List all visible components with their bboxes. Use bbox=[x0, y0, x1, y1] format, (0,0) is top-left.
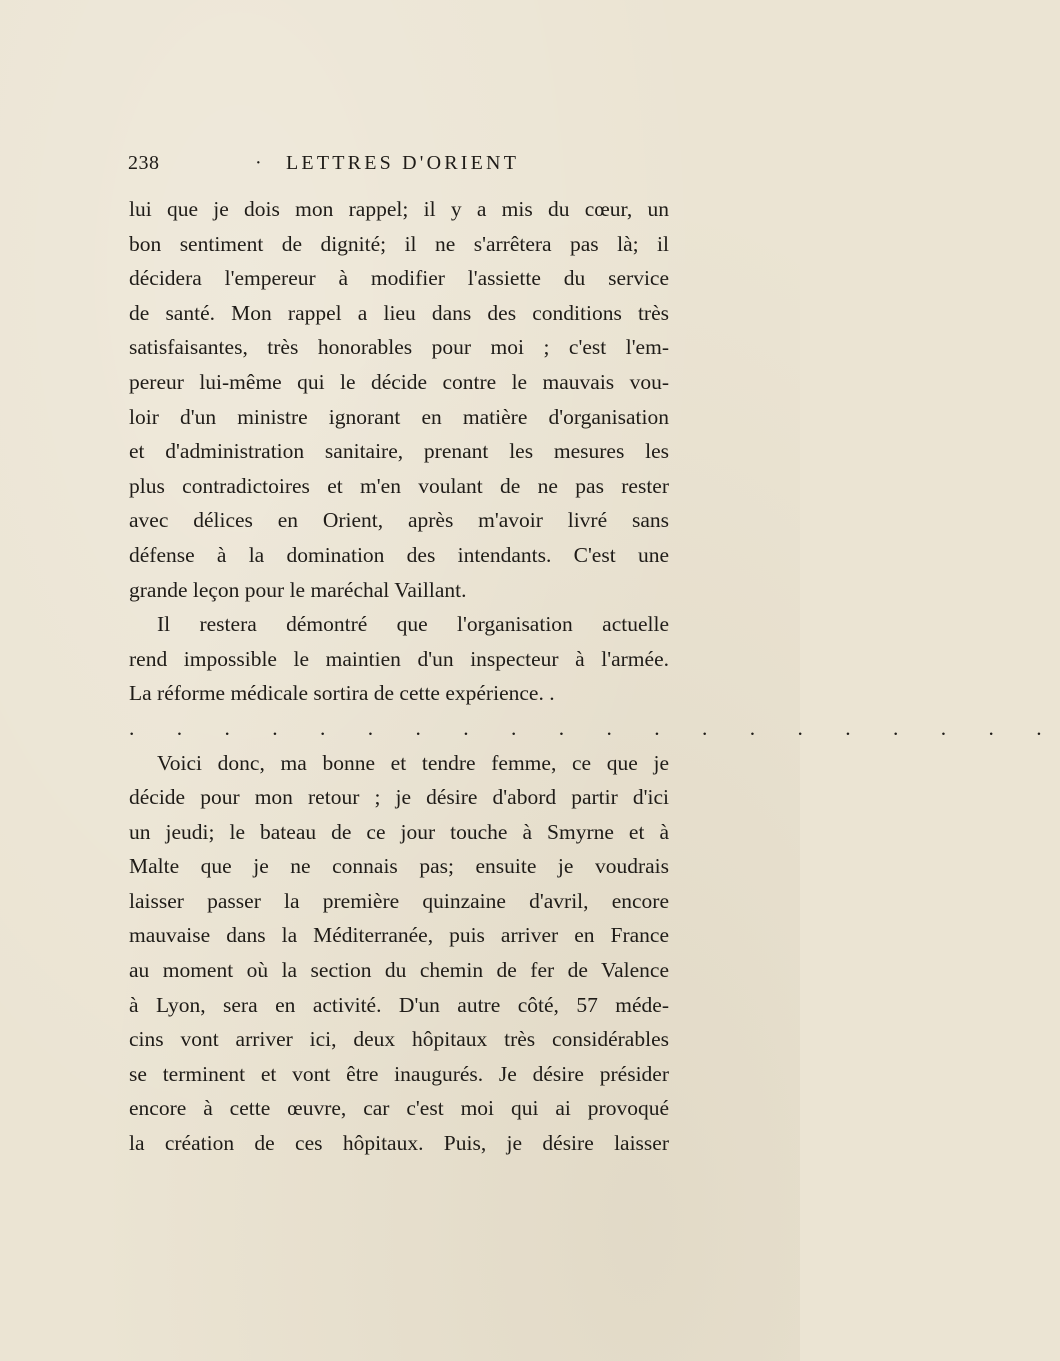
text-line: La réforme médicale sortira de cette expérience. . bbox=[129, 681, 555, 706]
text-line: cins vont arriver ici, deux hôpitaux très considérables bbox=[129, 1027, 669, 1052]
text-line: se terminent et vont être inaugurés. Je désire présider bbox=[129, 1061, 669, 1086]
body-text bbox=[129, 192, 1060, 1161]
text-line: encore à cette œuvre, car c'est moi qui ai provoqué bbox=[129, 1096, 669, 1121]
running-head bbox=[128, 152, 678, 182]
text-line: Il restera démontré que l'organisation actuelle bbox=[157, 612, 669, 637]
text-line: pereur lui-même qui le décide contre le mauvais vou- bbox=[129, 369, 669, 394]
text-line: décide pour mon retour ; je désire d'abord partir d'ici bbox=[129, 785, 669, 810]
text-line: plus contradictoires et m'en voulant de ne pas rester bbox=[129, 473, 669, 498]
running-head-separator: · bbox=[255, 152, 262, 174]
text-line: décidera l'empereur à modifier l'assiette du service bbox=[129, 266, 669, 291]
text-line: grande leçon pour le maréchal Vaillant. bbox=[129, 577, 467, 602]
text-line: Malte que je ne connais pas; ensuite je voudrais bbox=[129, 854, 669, 879]
text-line: de santé. Mon rappel a lieu dans des conditions très bbox=[129, 300, 669, 325]
text-line: un jeudi; le bateau de ce jour touche à Smyrne et à bbox=[129, 819, 669, 844]
page-number: 238 bbox=[128, 152, 160, 174]
text-line: bon sentiment de dignité; il ne s'arrêtera pas là; il bbox=[129, 231, 669, 256]
text-line: satisfaisantes, très honorables pour moi ; c'est l'em- bbox=[129, 335, 669, 360]
text-line: au moment où la section du chemin de fer de Valence bbox=[129, 958, 669, 983]
ellipsis-separator: . . . . . . . . . . . . . . . . . . . . bbox=[129, 715, 1060, 740]
text-line: et d'administration sanitaire, prenant les mesures les bbox=[129, 439, 669, 464]
text-line: rend impossible le maintien d'un inspecteur à l'armée. bbox=[129, 646, 669, 671]
text-line: Voici donc, ma bonne et tendre femme, ce que je bbox=[157, 750, 669, 775]
text-line: lui que je dois mon rappel; il y a mis du cœur, un bbox=[129, 197, 669, 221]
text-line: mauvaise dans la Méditerranée, puis arriver en France bbox=[129, 923, 669, 948]
text-line: la création de ces hôpitaux. Puis, je désire laisser bbox=[129, 1131, 669, 1156]
text-line: avec délices en Orient, après m'avoir livré sans bbox=[129, 508, 669, 533]
text-line: laisser passer la première quinzaine d'avril, encore bbox=[129, 888, 669, 913]
text-line: loir d'un ministre ignorant en matière d'organisation bbox=[129, 404, 669, 429]
text-line: à Lyon, sera en activité. D'un autre côté, 57 méde- bbox=[129, 992, 669, 1017]
running-head-title: LETTRES D'ORIENT bbox=[286, 152, 520, 174]
text-line: défense à la domination des intendants. C'est une bbox=[129, 542, 669, 567]
